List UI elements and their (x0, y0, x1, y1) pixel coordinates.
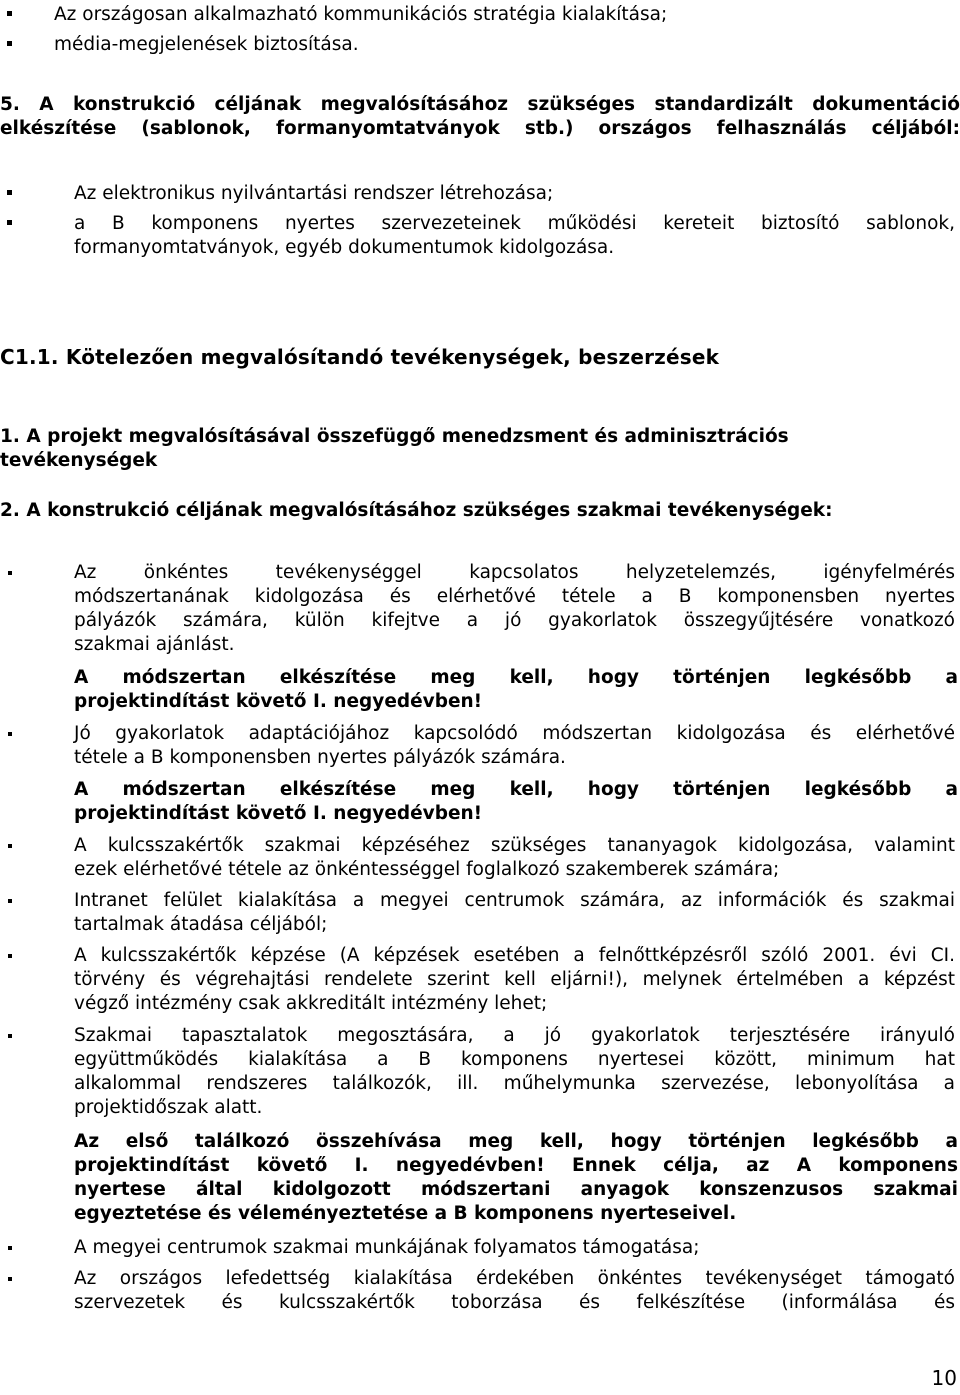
activity-line: A megyei centrumok szakmai munkájának folyamatos támogatása; (74, 1237, 700, 1258)
note-line: projektindítást követő I. negyedévben! Ennek célja, az A komponens (74, 1155, 958, 1176)
activity-line: tartalmak átadása céljából; (74, 914, 328, 935)
activity-item (9, 1236, 955, 1260)
heading-line: 5. A konstrukció céljának megvalósításához szükséges standardizált dokumentáció (0, 94, 960, 115)
numbered-heading (0, 425, 960, 473)
numbered-heading: 2. A konstrukció céljának megvalósításához szükséges szakmai tevékenységek: (0, 500, 833, 521)
activity-line: Jó gyakorlatok adaptációjához kapcsolódó módszertan kidolgozása és elérhetővé (74, 723, 955, 744)
activity-line: Szakmai tapasztalatok megosztására, a jó gyakorlatok terjesztésére irányuló (74, 1025, 955, 1046)
activity-line: szakmai ajánlást. (74, 634, 235, 655)
activity-line: végző intézmény csak akkreditált intézmény lehet; (74, 993, 548, 1014)
activity-item (9, 1267, 955, 1315)
square-bullet-icon (8, 954, 12, 958)
bullet-text: Az országosan alkalmazható kommunikációs stratégia kialakítása; (54, 4, 668, 25)
note-line: A módszertan elkészítése meg kell, hogy történjen legkésőbb a (74, 779, 958, 800)
square-bullet-icon (7, 11, 12, 16)
square-bullet-icon (7, 190, 12, 195)
bullet-text: média-megjelenések biztosítása. (54, 34, 359, 55)
heading-line: tevékenységek (0, 450, 158, 471)
bullet-text: Az elektronikus nyilvántartási rendszer létrehozása; (74, 183, 554, 204)
bullet-text: a B komponens nyertes szervezeteinek működési kereteit biztosító sablonok, (74, 213, 955, 234)
activity-line: pályázók számára, külön kifejtve a jó gyakorlatok összegyűjtésére vonatkozó (74, 610, 955, 631)
bullet-text: formanyomtatványok, egyéb dokumentumok kidolgozása. (74, 237, 615, 258)
activity-line: Az önkéntes tevékenységgel kapcsolatos helyzetelemzés, igényfelmérés (74, 562, 955, 583)
heading-line: elkészítése (sablonok, formanyomtatványok stb.) országos felhasználás céljából: (0, 118, 960, 139)
note-line: projektindítást követő I. negyedévben! (74, 691, 483, 712)
square-bullet-icon (7, 41, 12, 46)
activity-line: tétele a B komponensben nyertes pályázók számára. (74, 747, 566, 768)
deadline-note (74, 1130, 958, 1226)
activity-item (9, 889, 955, 937)
page-number: 10 (931, 1366, 957, 1390)
deadline-note (74, 778, 958, 826)
bullet-item (9, 33, 955, 57)
deadline-note (74, 666, 958, 714)
square-bullet-icon (8, 732, 12, 736)
activity-line: módszertanának kidolgozása és elérhetővé tétele a B komponensben nyertes (74, 586, 955, 607)
section-title: C1.1. Kötelezően megvalósítandó tevékenységek, beszerzések (0, 345, 720, 369)
activity-line: törvény és végrehajtási rendelete szerint kell eljárni!), melynek értelmében a képzést (74, 969, 955, 990)
activity-item (9, 1024, 955, 1120)
activity-line: projektidőszak alatt. (74, 1097, 263, 1118)
note-line: Az első találkozó összehívása meg kell, hogy történjen legkésőbb a (74, 1131, 958, 1152)
section-heading (0, 93, 960, 141)
activity-line: Intranet felület kialakítása a megyei centrumok számára, az információk és szakmai (74, 890, 955, 911)
bullet-item (9, 182, 955, 206)
square-bullet-icon (8, 571, 12, 575)
activity-line: A kulcsszakértők szakmai képzéséhez szükséges tananyagok kidolgozása, valamint (74, 835, 955, 856)
square-bullet-icon (8, 899, 12, 903)
activity-line: szervezetek és kulcsszakértők toborzása és felkészítése (informálása és (74, 1292, 955, 1313)
activity-item (9, 944, 955, 1016)
note-line: egyeztetése és véleményeztetése a B komponens nyerteseivel. (74, 1203, 737, 1224)
activity-line: Az országos lefedettség kialakítása érdekében önkéntes tevékenységet támogató (74, 1268, 955, 1289)
square-bullet-icon (8, 1246, 12, 1250)
activity-line: A kulcsszakértők képzése (A képzések esetében a felnőttképzésről szóló 2001. évi CI. (74, 945, 955, 966)
note-line: projektindítást követő I. negyedévben! (74, 803, 483, 824)
activity-line: alkalommal rendszeres találkozók, ill. műhelymunka szervezése, lebonyolítása a (74, 1073, 955, 1094)
square-bullet-icon (8, 1034, 12, 1038)
note-line: A módszertan elkészítése meg kell, hogy történjen legkésőbb a (74, 667, 958, 688)
activity-line: ezek elérhetővé tétele az önkéntességgel foglalkozó szakemberek számára; (74, 859, 780, 880)
note-line: nyertese által kidolgozott módszertani anyagok konszenzusos szakmai (74, 1179, 958, 1200)
square-bullet-icon (7, 220, 12, 225)
bullet-item (9, 212, 955, 260)
activity-item (9, 722, 955, 770)
heading-line: 1. A projekt megvalósításával összefüggő menedzsment és adminisztrációs (0, 426, 789, 447)
activity-line: együttműködés kialakítása a B komponens nyertesei között, minimum hat (74, 1049, 955, 1070)
activity-item (9, 561, 955, 657)
bullet-item (9, 3, 955, 27)
square-bullet-icon (8, 1277, 12, 1281)
activity-item (9, 834, 955, 882)
square-bullet-icon (8, 844, 12, 848)
